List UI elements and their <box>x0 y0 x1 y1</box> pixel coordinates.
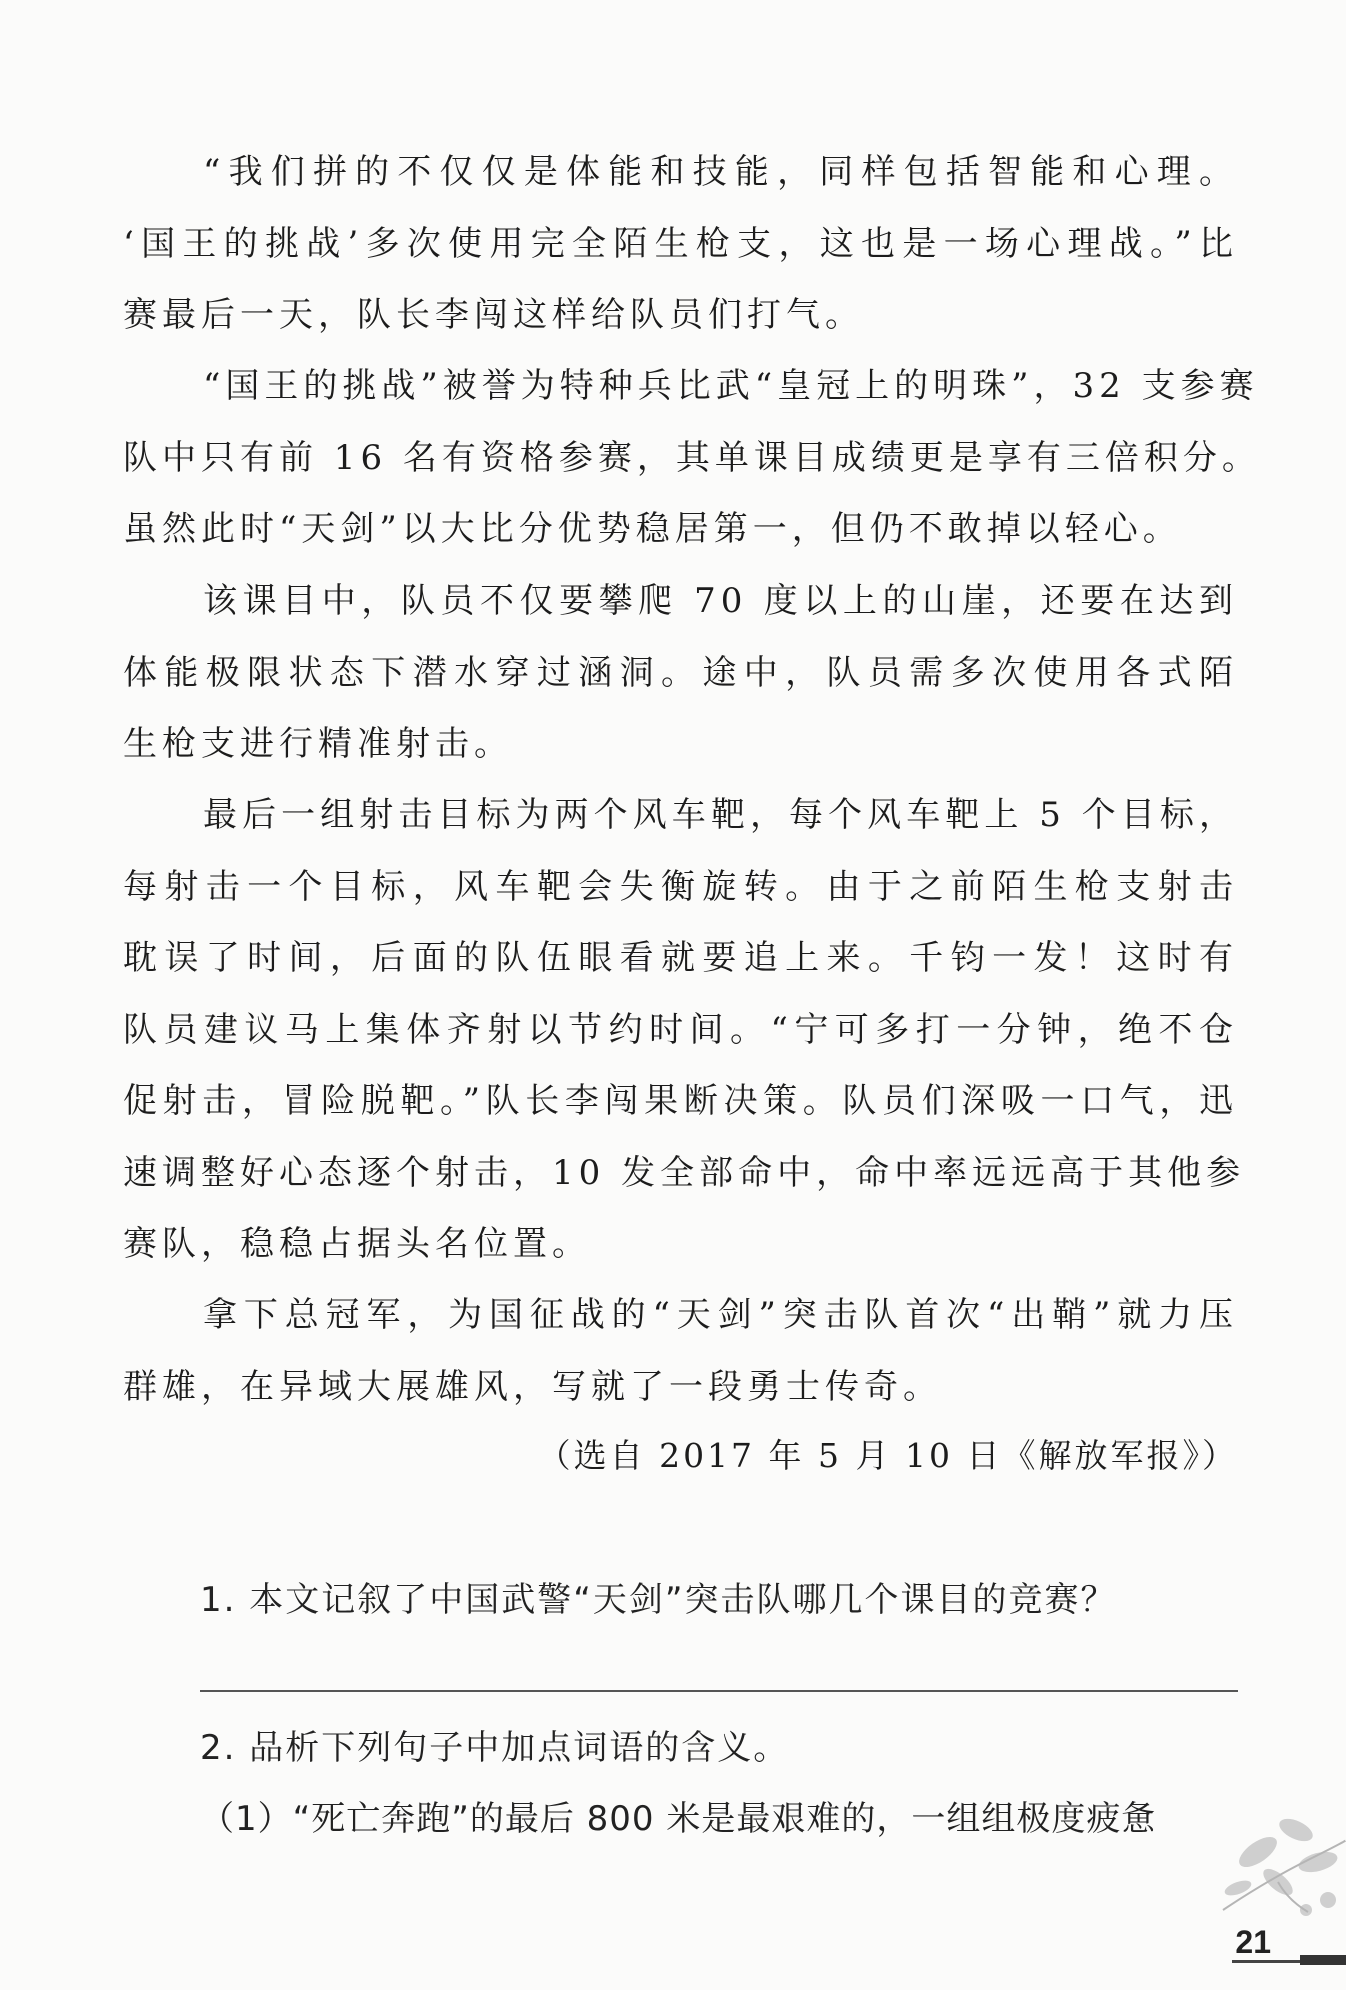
paragraph-line: “国王的挑战”被誉为特种兵比武“皇冠上的明珠”，32 支参赛 <box>203 366 1259 406</box>
question-2-1: （1）“死亡奔跑”的最后 800 米是最艰难的，一组组极度疲惫 <box>200 1799 1157 1839</box>
paragraph-line: 每射击一个目标，风车靶会失衡旋转。由于之前陌生枪支射击 <box>123 866 1238 907</box>
answer-line[interactable] <box>200 1690 1238 1692</box>
article-source: （选自 2017 年 5 月 10 日《解放军报》） <box>537 1436 1238 1475</box>
page-number: 21 <box>1235 1924 1271 1960</box>
paragraph-line: 虽然此时“天剑”以大比分优势稳居第一，但仍不敢掉以轻心。 <box>123 509 1182 549</box>
paragraph-4 <box>123 780 1246 1281</box>
paragraph-line: 生枪支进行精准射击。 <box>123 724 513 764</box>
paragraph-line: “我们拼的不仅仅是体能和技能，同样包括智能和心理。 <box>203 152 1238 192</box>
paragraph-line: 最后一组射击目标为两个风车靶，每个风车靶上 5 个目标， <box>203 795 1238 835</box>
page-number-tab <box>1300 1955 1346 1965</box>
paragraph-5 <box>123 1280 1238 1423</box>
paragraph-3 <box>123 566 1238 781</box>
paragraph-line: 促射击，冒险脱靶。”队长李闯果断决策。队员们深吸一口气，迅 <box>123 1081 1238 1121</box>
paragraph-line: 赛最后一天，队长李闯这样给队员们打气。 <box>123 295 864 335</box>
paragraph-line: 耽误了时间，后面的队伍眼看就要追上来。千钧一发！这时有 <box>123 938 1238 978</box>
question-2: 2. 品析下列句子中加点词语的含义。 <box>200 1728 790 1768</box>
paragraph-line: 体能极限状态下潜水穿过涵洞。途中，队员需多次使用各式陌 <box>123 652 1238 693</box>
paragraph-line: 队中只有前 16 名有资格参赛，其单课目成绩更是享有三倍积分。 <box>123 437 1261 478</box>
paragraph-2 <box>123 351 1261 566</box>
paragraph-line: 群雄，在异域大展雄风，写就了一段勇士传奇。 <box>123 1366 942 1407</box>
flower-decoration-icon <box>1218 1800 1346 1930</box>
paragraph-line: 拿下总冠军，为国征战的“天剑”突击队首次“出鞘”就力压 <box>203 1295 1238 1335</box>
paragraph-line: 队员建议马上集体齐射以节约时间。“宁可多打一分钟，绝不仓 <box>123 1009 1238 1050</box>
paragraph-1 <box>123 137 1238 352</box>
question-1: 1. 本文记叙了中国武警“天剑”突击队哪几个课目的竞赛？ <box>200 1580 1117 1620</box>
paragraph-line: ‘国王的挑战’多次使用完全陌生枪支，这也是一场心理战。”比 <box>123 223 1238 264</box>
paragraph-line: 赛队，稳稳占据头名位置。 <box>123 1224 591 1264</box>
paragraph-line: 速调整好心态逐个射击，10 发全部命中，命中率远远高于其他参 <box>123 1152 1246 1193</box>
paragraph-line: 该课目中，队员不仅要攀爬 70 度以上的山崖，还要在达到 <box>203 581 1238 621</box>
